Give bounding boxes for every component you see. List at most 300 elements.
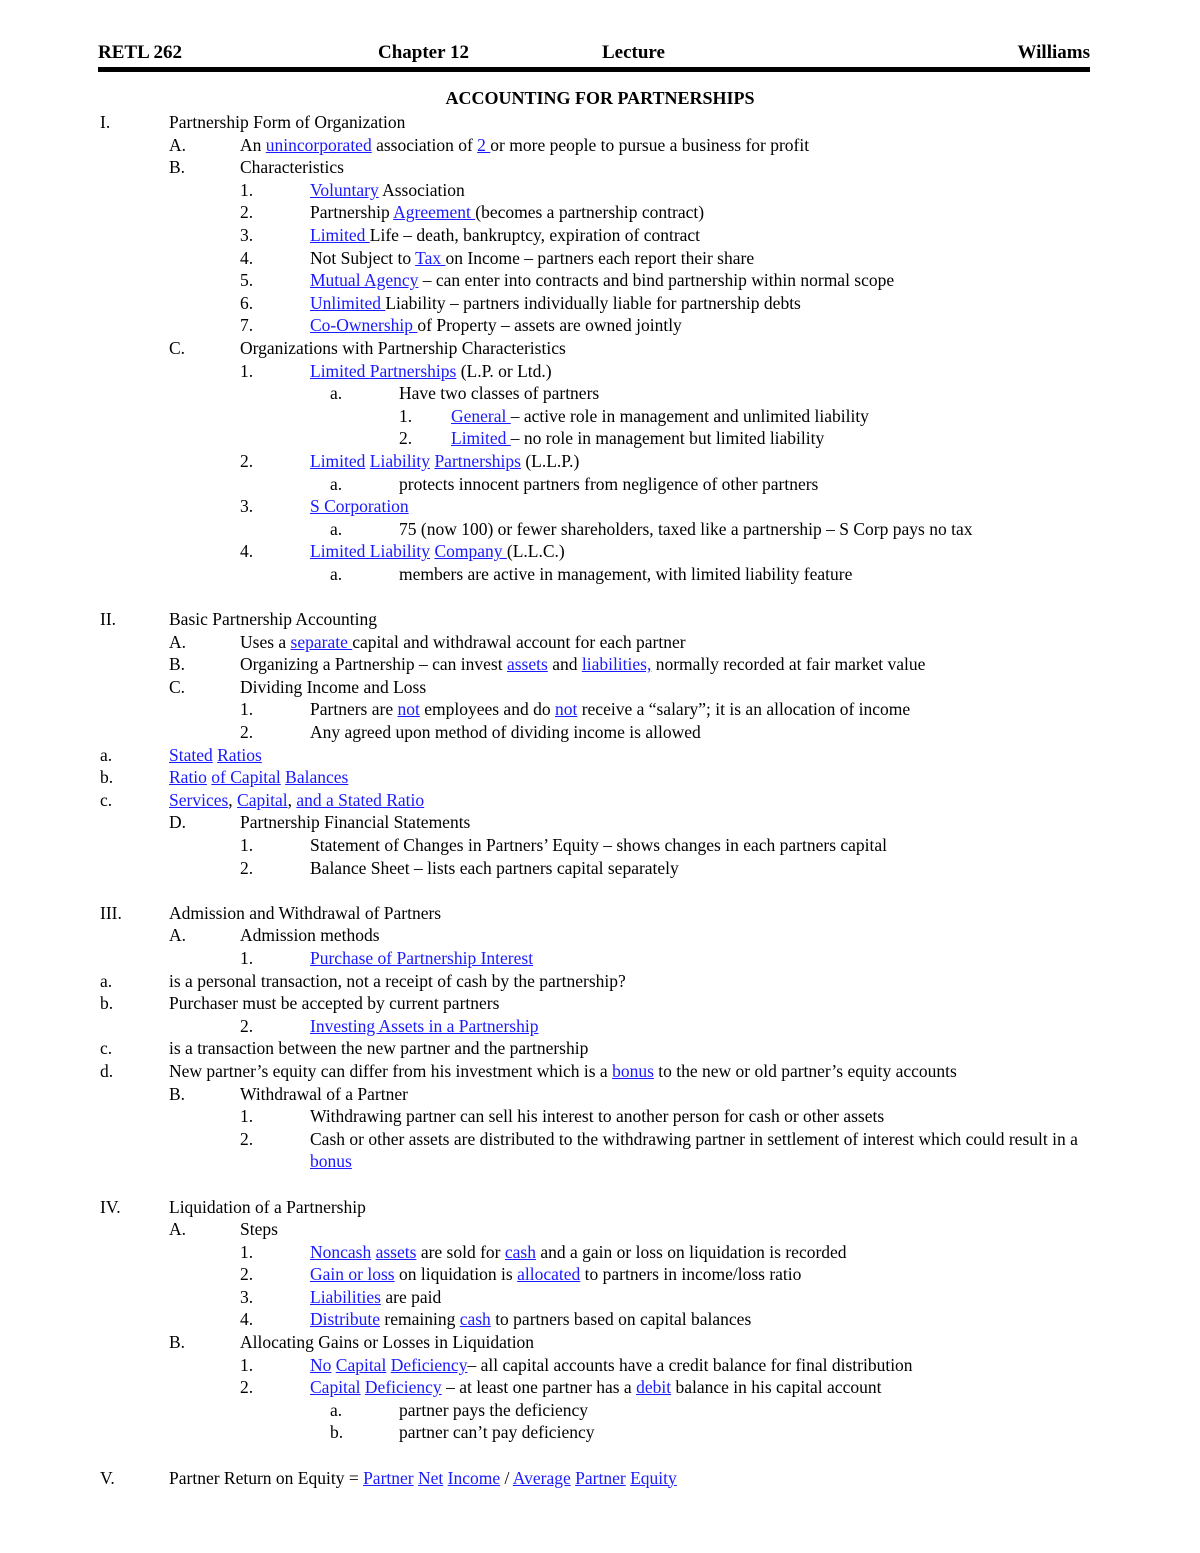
fill-in-term: Unlimited [310,292,386,313]
outline-text [169,111,405,134]
outline-marker: a. [330,383,343,404]
outline-item [0,1421,1200,1444]
page-header [98,40,1090,70]
outline-marker: 2. [240,1264,254,1285]
outline-text-run: – all capital accounts have a credit balance for final distribution [467,1354,913,1375]
fill-in-term: Liabilities [310,1286,381,1307]
outline-spacer [0,1444,1200,1467]
fill-in-term: Limited [310,450,366,471]
outline-text [310,1308,751,1331]
fill-in-term: Capital [237,789,288,810]
outline-text-run: – can enter into contracts and bind partnership within normal scope [418,270,895,291]
outline-text-run: Life – death, bankruptcy, expiration of contract [369,224,701,245]
outline-marker: 1. [240,179,254,200]
outline-marker: 2. [399,428,413,449]
outline-item [0,224,1200,247]
outline-item [0,450,1200,473]
outline-text [310,1105,884,1128]
outline-text-run: Partners are [310,699,398,720]
outline-text [240,1331,534,1354]
outline-text [169,1467,677,1490]
fill-in-term: General [451,405,511,426]
outline-item [0,1015,1200,1038]
outline-text-run: Purchaser must be accepted by current partners [169,993,500,1014]
fill-in-term: Limited Liability [310,541,431,562]
outline-marker: B. [169,654,186,675]
fill-in-term: Co-Ownership [310,315,418,336]
outline-marker: 4. [240,541,254,562]
outline-marker: A. [169,631,187,652]
outline-item [0,970,1200,993]
outline-marker: 3. [240,1286,254,1307]
outline-text [169,766,348,789]
outline-text-run: employees and do [419,699,555,720]
outline-text-run: Uses a [240,631,291,652]
header-type: Lecture [602,42,665,63]
outline-item [0,518,1200,541]
outline-text [451,405,869,428]
fill-in-term: Company [434,541,507,562]
outline-text [310,1241,847,1264]
outline-text [310,269,894,292]
outline-text [169,744,262,767]
outline-text-run: Basic Partnership Accounting [169,609,378,630]
fill-in-term: debit [636,1377,672,1398]
outline-item [0,427,1200,450]
outline-text [399,1421,594,1444]
outline-text-run: Liability – partners individually liable for partnership debts [385,292,801,313]
outline-item [0,608,1200,631]
lecture-outline [0,111,1200,1489]
fill-in-term: Capital [310,1377,361,1398]
fill-in-term: bonus [612,1060,654,1081]
fill-in-term: Investing Assets in a Partnership [310,1015,539,1036]
outline-text-run: (L.L.P.) [520,450,580,471]
outline-marker: V. [100,1467,115,1488]
outline-marker: D. [169,812,187,833]
fill-in-term: Net [418,1467,444,1488]
outline-text [310,314,682,337]
outline-text [240,156,344,179]
outline-marker: B. [169,157,186,178]
outline-item [0,1105,1200,1128]
outline-item [0,992,1200,1015]
outline-text [310,224,700,247]
fill-in-term: not [397,699,420,720]
outline-text-run: Statement of Changes in Partners’ Equity – shows changes in each partners capital [310,835,888,855]
outline-text [310,1376,881,1399]
outline-text [310,292,801,315]
fill-in-term: bonus [310,1151,352,1172]
outline-text [240,811,470,834]
fill-in-term: Balances [285,767,349,788]
outline-text [310,360,552,383]
outline-text [240,1083,408,1106]
outline-item [0,721,1200,744]
outline-text-run: Liquidation of a Partnership [169,1196,366,1217]
outline-text-run: Withdrawal of a Partner [240,1083,408,1104]
outline-text-run: Not Subject to [310,247,416,268]
outline-marker: 1. [240,1241,254,1262]
outline-text-run: Cash or other assets are distributed to the withdrawing partner in settlement of interest which could result in a [310,1128,1078,1149]
fill-in-term: Limited [310,360,370,381]
outline-text-run: and a gain or loss on liquidation is recorded [536,1241,847,1262]
fill-in-term: Average [512,1467,571,1488]
fill-in-term: unincorporated [265,134,372,155]
outline-text-run: Partner Return on Equity = [169,1467,364,1488]
outline-text-run: Organizations with Partnership Characteristics [240,337,566,358]
outline-marker: b. [100,767,114,788]
fill-in-term: Ratio [169,767,207,788]
outline-text [310,698,910,721]
outline-text [240,676,426,699]
outline-item [0,902,1200,925]
outline-item [0,360,1200,383]
outline-text [240,631,686,654]
outline-marker: 2. [240,450,254,471]
fill-in-term: allocated [517,1264,581,1285]
fill-in-term: Limited [310,224,370,245]
outline-text-run: or more people to pursue a business for profit [490,134,810,155]
fill-in-term: Partnerships [434,450,521,471]
outline-text-run: , [228,789,238,810]
outline-text-run: balance in his capital account [671,1377,882,1398]
outline-item [0,292,1200,315]
fill-in-term: Gain [310,1264,349,1285]
fill-in-term: Partner [575,1467,626,1488]
outline-item [0,1060,1200,1083]
fill-in-term: loss [367,1264,395,1285]
outline-item [0,1218,1200,1241]
outline-text-run: to partners based on capital balances [490,1309,752,1330]
outline-item [0,314,1200,337]
outline-text-run: Characteristics [240,157,344,178]
outline-text [451,427,824,450]
outline-spacer [0,879,1200,902]
outline-marker: a. [330,563,343,584]
outline-text-run: Organizing a Partnership – can invest [240,654,507,675]
fill-in-term: Mutual Agency [310,270,419,291]
outline-text [310,495,409,518]
outline-text-run: Balance Sheet – lists each partners capital separately [310,857,679,878]
outline-marker: 2. [240,857,254,878]
outline-marker: a. [330,473,343,494]
outline-marker: c. [100,789,113,810]
outline-text-run: Steps [240,1219,278,1240]
outline-marker: 1. [240,1106,254,1127]
outline-item [0,1286,1200,1309]
outline-text [169,608,377,631]
outline-item [0,1308,1200,1331]
outline-text-run: – active role in management and unlimited liability [510,405,869,426]
outline-text [310,1263,801,1286]
fill-in-term: assets [375,1241,417,1262]
outline-marker: III. [100,902,122,923]
outline-item [0,698,1200,721]
outline-text-run: partner pays the deficiency [399,1399,589,1420]
outline-text-run: is a personal transaction, not a receipt of cash by the partnership? [169,970,626,991]
outline-marker: C. [169,337,186,358]
outline-marker: c. [100,1038,113,1059]
outline-item [0,857,1200,880]
header-course: RETL 262 [98,42,182,63]
outline-marker: a. [100,744,113,765]
outline-text [240,653,925,676]
outline-text [310,721,701,744]
fill-in-term: S Corporation [310,496,409,517]
outline-item [0,1263,1200,1286]
fill-in-term: assets [506,654,548,675]
outline-marker: 2. [240,1377,254,1398]
outline-text-run: remaining [380,1309,460,1330]
outline-text-run: and [547,654,582,675]
outline-text [240,134,809,157]
fill-in-term: Services [169,789,229,810]
outline-marker: 7. [240,315,254,336]
outline-spacer [0,1173,1200,1196]
outline-item [0,1331,1200,1354]
outline-marker: A. [169,1219,187,1240]
outline-item [0,744,1200,767]
outline-marker: d. [100,1060,114,1081]
outline-marker: B. [169,1083,186,1104]
fill-in-term: Limited [451,428,511,449]
outline-item [0,1083,1200,1106]
fill-in-term: Distribute [310,1309,380,1330]
outline-item [0,924,1200,947]
outline-text-run: to partners in income/loss ratio [580,1264,802,1285]
outline-text [310,1354,913,1377]
outline-text-run: Association [378,179,465,200]
outline-marker: B. [169,1332,186,1353]
fill-in-term: not [554,699,578,720]
outline-item [0,269,1200,292]
fill-in-term: Deficiency [364,1377,442,1398]
outline-text-run: – at least one partner has a [441,1377,637,1398]
outline-item [0,1128,1200,1173]
outline-marker: 6. [240,292,254,313]
outline-marker: b. [330,1422,344,1443]
outline-marker: 3. [240,496,254,517]
outline-text [169,992,499,1015]
outline-text [169,1060,957,1083]
fill-in-term: Capital [335,1354,387,1375]
outline-text [169,902,441,925]
outline-text [310,1015,538,1038]
outline-text-run: Partnership Form of Organization [169,112,406,132]
fill-in-term: 2 [477,134,491,155]
outline-item [0,495,1200,518]
outline-text [169,1196,366,1219]
outline-text-run: Admission and Withdrawal of Partners [169,902,442,923]
outline-marker: a. [330,1399,343,1420]
fill-in-term: liabilities, [581,654,652,675]
outline-item [0,1241,1200,1264]
fill-in-term: Tax [415,247,446,268]
outline-marker: 1. [240,1354,254,1375]
outline-marker: I. [100,112,111,132]
outline-text-run: New partner’s equity can differ from his investment which is a [169,1060,613,1081]
outline-item [0,337,1200,360]
fill-in-term: separate [290,631,353,652]
outline-text [169,789,424,812]
outline-text-run: Allocating Gains or Losses in Liquidation [240,1332,535,1353]
fill-in-term: or [348,1264,368,1285]
outline-text-run: protects innocent partners from negligence of other partners [399,473,819,494]
outline-item [0,563,1200,586]
fill-in-term: Stated [169,744,213,765]
fill-in-term: No [310,1354,332,1375]
outline-marker: 1. [240,947,254,968]
header-author: Williams [1017,42,1090,63]
outline-text [240,337,566,360]
outline-text-run: to the new or old partner’s equity accounts [653,1060,957,1081]
outline-item [0,1399,1200,1422]
outline-item [0,405,1200,428]
fill-in-term: Partner [363,1467,414,1488]
outline-text [310,834,887,857]
outline-item [0,156,1200,179]
outline-item [0,1354,1200,1377]
outline-text [169,970,626,993]
outline-item [0,653,1200,676]
fill-in-term: and a Stated Ratio [296,789,425,810]
outline-marker: 4. [240,1309,254,1330]
outline-item [0,179,1200,202]
outline-item [0,811,1200,834]
outline-marker: 3. [240,224,254,245]
outline-item [0,382,1200,405]
outline-marker: a. [330,518,343,539]
outline-text [310,540,565,563]
outline-text-run: are sold for [416,1241,505,1262]
outline-text-run: Dividing Income and Loss [240,676,427,697]
outline-marker: 2. [240,722,254,743]
outline-item [0,201,1200,224]
outline-item [0,1467,1200,1490]
outline-text-run: on Income – partners each report their share [445,247,755,268]
outline-text [399,473,818,496]
outline-text [310,450,579,473]
outline-marker: a. [100,970,113,991]
outline-item [0,676,1200,699]
outline-item [0,473,1200,496]
outline-marker: 2. [240,202,254,223]
outline-marker: 1. [240,360,254,381]
outline-text-run: capital and withdrawal account for each partner [352,631,686,652]
outline-text-run: members are active in management, with limited liability feature [399,563,853,584]
outline-text-run: An [240,134,266,155]
fill-in-term: Partnerships [369,360,457,381]
fill-in-term: Purchase of Partnership Interest [310,947,534,968]
outline-text-run: Admission methods [240,925,380,946]
outline-text-run: Withdrawing partner can sell his interest to another person for cash or other assets [310,1106,885,1127]
outline-text [240,1218,278,1241]
outline-text-run: of Property – assets are owned jointly [417,315,682,336]
outline-text-run: , [287,789,297,810]
outline-text-run: Have two classes of partners [399,383,600,404]
outline-marker: A. [169,134,187,155]
outline-item [0,631,1200,654]
fill-in-term: Noncash [310,1241,372,1262]
outline-text [399,563,852,586]
outline-marker: IV. [100,1196,121,1217]
outline-marker: A. [169,925,187,946]
outline-marker: 5. [240,270,254,291]
outline-marker: 4. [240,247,254,268]
outline-item [0,111,1200,134]
outline-item [0,1037,1200,1060]
outline-text-run: on liquidation is [394,1264,518,1285]
fill-in-term: Ratios [217,744,262,765]
header-chapter: Chapter 12 [378,42,469,63]
outline-spacer [0,585,1200,608]
outline-text-run: normally recorded at fair market value [651,654,926,675]
outline-text-run: Partnership Financial Statements [240,812,471,833]
outline-text [310,179,465,202]
outline-text-run: (L.P. or Ltd.) [456,360,552,381]
outline-text-run: are paid [380,1286,442,1307]
outline-text-run: association of [371,134,478,155]
outline-item [0,947,1200,970]
outline-marker: 1. [240,835,254,855]
outline-marker: 2. [240,1015,254,1036]
outline-text-run: Partnership [310,202,394,223]
fill-in-term: cash [504,1241,536,1262]
outline-text [399,1399,588,1422]
outline-marker: b. [100,993,114,1014]
outline-text-run: (L.L.C.) [506,541,565,562]
document-title: ACCOUNTING FOR PARTNERSHIPS [445,88,755,108]
outline-text-run: Any agreed upon method of dividing income is allowed [310,722,701,743]
outline-marker: 1. [399,405,413,426]
outline-marker: C. [169,676,186,697]
outline-text [310,201,704,224]
fill-in-term: cash [459,1309,491,1330]
outline-marker: 1. [240,699,254,720]
outline-marker: 2. [240,1128,254,1149]
outline-item [0,766,1200,789]
outline-text-run: 75 (now 100) or fewer shareholders, taxed like a partnership – S Corp pays no tax [399,518,973,539]
outline-item [0,247,1200,270]
outline-text-run: partner can’t pay deficiency [399,1422,595,1443]
outline-item [0,540,1200,563]
fill-in-term: Voluntary [310,179,379,200]
outline-text [310,947,533,970]
fill-in-term: Agreement [393,202,476,223]
fill-in-term: Liability [369,450,431,471]
outline-text [399,382,599,405]
outline-item [0,789,1200,812]
outline-item [0,834,1200,857]
outline-marker: II. [100,609,117,630]
fill-in-term: Equity [630,1467,677,1488]
outline-text-run: / [500,1467,513,1488]
outline-text [399,518,972,541]
fill-in-term: Deficiency [390,1354,468,1375]
outline-text [310,1286,441,1309]
outline-text-run: (becomes a partnership contract) [475,202,705,223]
header-rule [98,67,1090,72]
fill-in-term: of Capital [211,767,281,788]
outline-item [0,1376,1200,1399]
outline-text [310,1128,1100,1173]
outline-text [310,247,754,270]
outline-text [240,924,380,947]
outline-text [169,1037,588,1060]
outline-text-run: – no role in management but limited liability [510,428,825,449]
outline-text-run: is a transaction between the new partner and the partnership [169,1038,589,1059]
